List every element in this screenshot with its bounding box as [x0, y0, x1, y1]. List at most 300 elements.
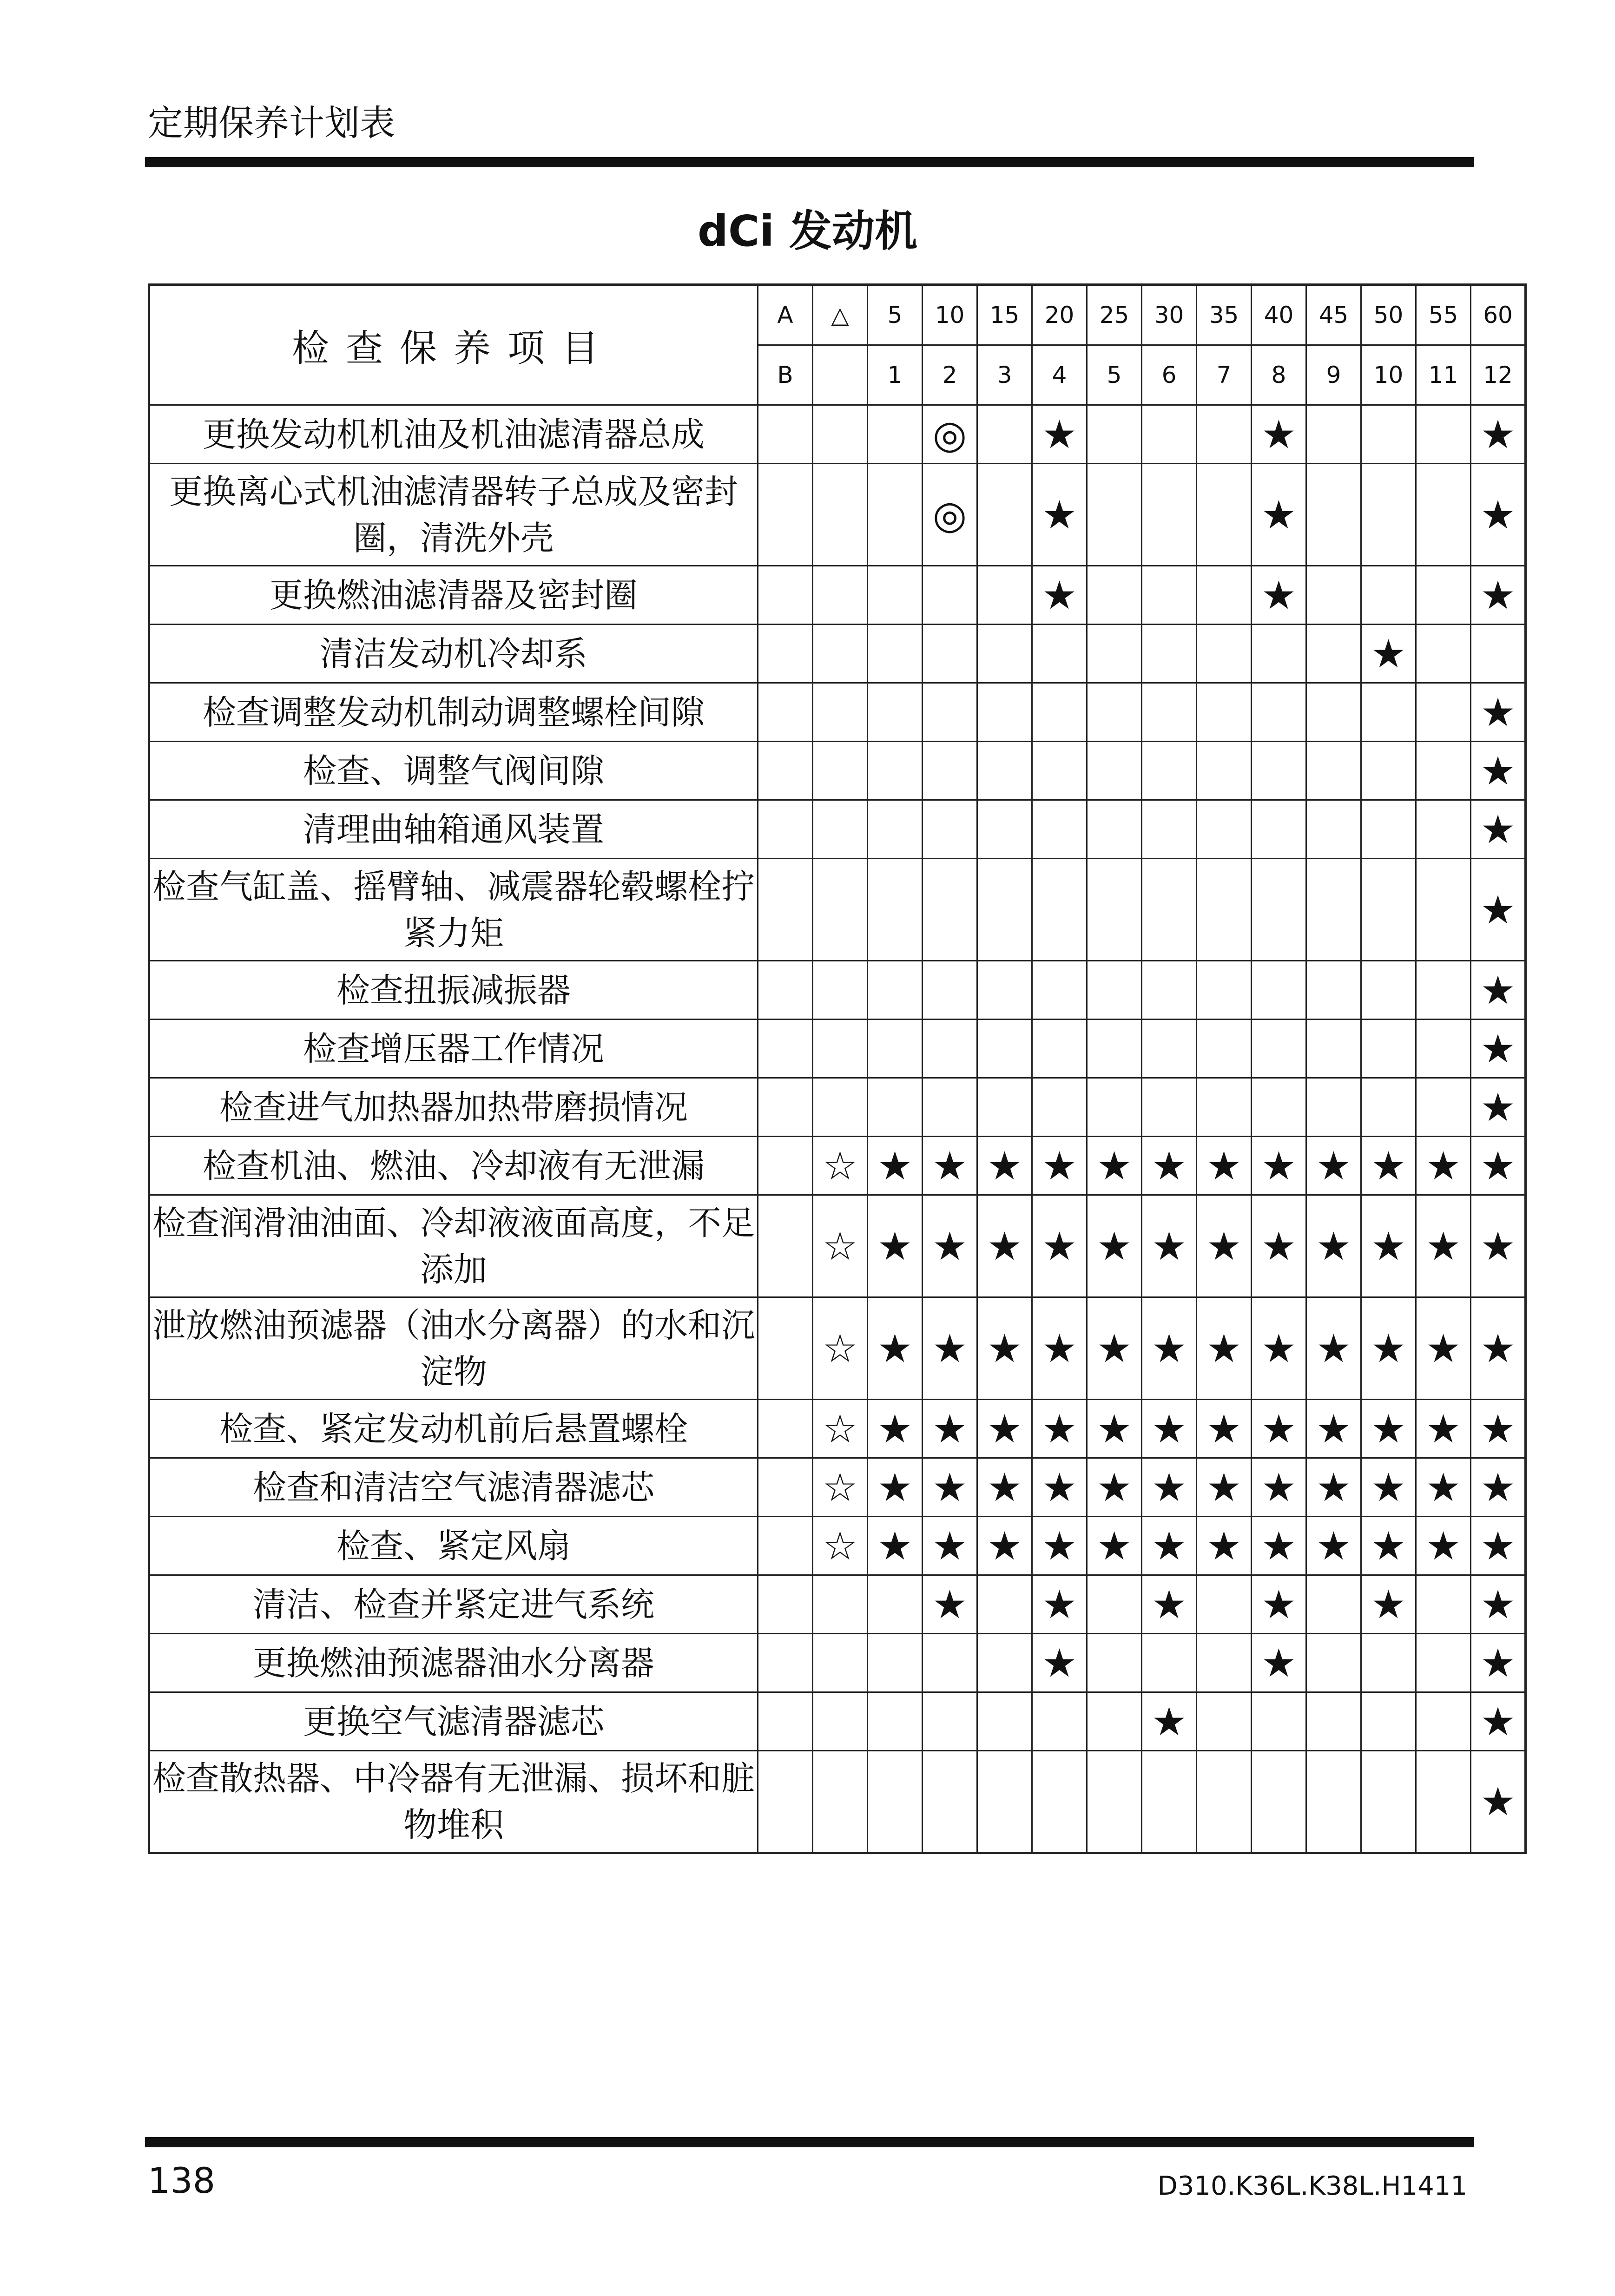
- mark-cell: [1416, 859, 1471, 961]
- mark-cell: ★: [923, 1400, 977, 1458]
- maintenance-item: 检查、紧定发动机前后悬置螺栓: [149, 1400, 758, 1458]
- mark-cell: [1416, 405, 1471, 464]
- mark-cell: [1197, 1634, 1252, 1692]
- mark-cell: ★: [1252, 1297, 1306, 1400]
- maintenance-item: 更换燃油预滤器油水分离器: [149, 1634, 758, 1692]
- mark-cell: [1032, 1751, 1087, 1853]
- mark-cell: ★: [1361, 1458, 1416, 1517]
- mark-cell: ★: [1471, 1692, 1526, 1751]
- mark-cell: [1252, 1751, 1306, 1853]
- mark-cell: [1142, 859, 1197, 961]
- mark-cell: [1197, 566, 1252, 625]
- table-row: [149, 1078, 1526, 1137]
- mileage-a-cell: 30: [1142, 285, 1197, 345]
- mark-cell: [1306, 464, 1361, 566]
- header-row-a: [149, 285, 1526, 345]
- mark-cell: [1361, 1078, 1416, 1137]
- mark-cell: [868, 1634, 923, 1692]
- mark-cell: [1087, 566, 1142, 625]
- interval-b-cell: 7: [1197, 345, 1252, 405]
- maintenance-item: 清洁发动机冷却系: [149, 625, 758, 683]
- mark-cell: [813, 1575, 868, 1634]
- mark-cell: [1087, 625, 1142, 683]
- mark-cell: [1197, 405, 1252, 464]
- mark-cell: [1306, 625, 1361, 683]
- mark-cell: [1142, 405, 1197, 464]
- mark-cell: [813, 800, 868, 859]
- mark-cell: ★: [1361, 1400, 1416, 1458]
- mark-cell: [977, 1692, 1032, 1751]
- mark-cell: ★: [1032, 1297, 1087, 1400]
- mark-cell: [1306, 1751, 1361, 1853]
- mark-cell: [1087, 859, 1142, 961]
- mileage-a-cell: 10: [923, 285, 977, 345]
- mark-cell: ★: [1471, 1400, 1526, 1458]
- mark-cell: ★: [1252, 1575, 1306, 1634]
- maintenance-item: 检查润滑油油面、冷却液液面高度，不足添加: [149, 1195, 758, 1297]
- mark-cell: [1361, 1634, 1416, 1692]
- mark-cell: ★: [1197, 1297, 1252, 1400]
- mark-cell: ★: [1142, 1400, 1197, 1458]
- mark-cell: [977, 625, 1032, 683]
- mark-cell: ★: [1471, 742, 1526, 800]
- mark-cell: [1361, 464, 1416, 566]
- mark-cell: [1087, 742, 1142, 800]
- mark-cell: [813, 1020, 868, 1078]
- mark-cell: [1087, 1575, 1142, 1634]
- mark-cell: ☆: [813, 1137, 868, 1195]
- mark-cell-blank: [758, 1400, 813, 1458]
- mark-cell: ☆: [813, 1400, 868, 1458]
- maintenance-item: 检查散热器、中冷器有无泄漏、损坏和脏物堆积: [149, 1751, 758, 1853]
- mark-cell: ★: [1361, 1137, 1416, 1195]
- mark-cell: [1087, 464, 1142, 566]
- mark-cell: [1416, 742, 1471, 800]
- mark-cell: ★: [1032, 1137, 1087, 1195]
- mark-cell: [1416, 464, 1471, 566]
- mark-cell: [1087, 1078, 1142, 1137]
- mark-cell: ★: [923, 1575, 977, 1634]
- mark-cell: ★: [1252, 1195, 1306, 1297]
- table-row: [149, 1634, 1526, 1692]
- mark-cell: ★: [1087, 1137, 1142, 1195]
- mark-cell: [1197, 1078, 1252, 1137]
- mark-cell-blank: [758, 1020, 813, 1078]
- mark-cell: [1142, 961, 1197, 1020]
- mark-cell: [977, 859, 1032, 961]
- mark-cell: [1416, 1020, 1471, 1078]
- mark-cell: [1087, 961, 1142, 1020]
- mark-cell: ★: [1416, 1517, 1471, 1575]
- mark-cell: [1032, 1692, 1087, 1751]
- mark-cell: [1087, 683, 1142, 742]
- mileage-a-cell: 55: [1416, 285, 1471, 345]
- table-row: [149, 625, 1526, 683]
- mark-cell: ★: [868, 1517, 923, 1575]
- table-row: [149, 1458, 1526, 1517]
- mileage-a-cell: 25: [1087, 285, 1142, 345]
- mark-cell: [923, 859, 977, 961]
- mark-cell: [1416, 1078, 1471, 1137]
- mark-cell: [1252, 742, 1306, 800]
- mark-cell: [1306, 1078, 1361, 1137]
- mark-cell-blank: [758, 566, 813, 625]
- mark-cell: [1306, 961, 1361, 1020]
- mark-cell: ★: [1032, 1517, 1087, 1575]
- mark-cell: ★: [1471, 405, 1526, 464]
- maintenance-item: 检查气缸盖、摇臂轴、减震器轮毂螺栓拧紧力矩: [149, 859, 758, 961]
- mark-cell: [1087, 405, 1142, 464]
- mark-cell: ★: [1471, 1751, 1526, 1853]
- mark-cell: [923, 1692, 977, 1751]
- mark-cell: ★: [1252, 1400, 1306, 1458]
- mark-cell: [813, 742, 868, 800]
- section-title: dCi 发动机: [698, 206, 917, 256]
- page-header-title: 定期保养计划表: [148, 102, 395, 144]
- mark-cell: ★: [977, 1137, 1032, 1195]
- mark-cell: ★: [923, 1297, 977, 1400]
- table-row: [149, 405, 1526, 464]
- mark-cell: ★: [923, 1458, 977, 1517]
- mark-cell: ★: [1252, 566, 1306, 625]
- page-number: 138: [148, 2160, 216, 2201]
- mark-cell: [1306, 859, 1361, 961]
- mark-cell: [868, 1575, 923, 1634]
- mark-cell-blank: [758, 1458, 813, 1517]
- mark-cell: ★: [1471, 1634, 1526, 1692]
- mark-cell: [1306, 1692, 1361, 1751]
- mark-cell: ★: [1032, 1400, 1087, 1458]
- mark-cell: [1197, 1020, 1252, 1078]
- mark-cell: [868, 683, 923, 742]
- mark-cell: [1361, 800, 1416, 859]
- mark-cell-blank: [758, 1634, 813, 1692]
- mark-cell: [977, 464, 1032, 566]
- mark-cell: [1306, 566, 1361, 625]
- interval-b-cell: 9: [1306, 345, 1361, 405]
- mark-cell: ★: [868, 1297, 923, 1400]
- mark-cell: [1252, 625, 1306, 683]
- mark-cell: [868, 464, 923, 566]
- mark-cell-blank: [758, 742, 813, 800]
- maintenance-item: 清理曲轴箱通风装置: [149, 800, 758, 859]
- mark-cell: [1306, 1020, 1361, 1078]
- maintenance-item: 更换燃油滤清器及密封圈: [149, 566, 758, 625]
- maintenance-item: 检查进气加热器加热带磨损情况: [149, 1078, 758, 1137]
- mark-cell: [1252, 800, 1306, 859]
- mark-cell: [1471, 625, 1526, 683]
- maintenance-item: 检查机油、燃油、冷却液有无泄漏: [149, 1137, 758, 1195]
- mark-cell: ★: [1032, 1195, 1087, 1297]
- mileage-a-cell: △: [813, 285, 868, 345]
- interval-b-cell: 5: [1087, 345, 1142, 405]
- mark-cell: [977, 742, 1032, 800]
- mark-cell: ★: [1032, 405, 1087, 464]
- mark-cell: ★: [868, 1195, 923, 1297]
- mark-cell: ★: [1471, 859, 1526, 961]
- mark-cell: [1416, 1634, 1471, 1692]
- mark-cell: ★: [1306, 1458, 1361, 1517]
- mark-cell: ★: [1252, 1137, 1306, 1195]
- mark-cell: ★: [1416, 1137, 1471, 1195]
- mark-cell: ★: [1471, 800, 1526, 859]
- mark-cell: ★: [1087, 1195, 1142, 1297]
- maintenance-item: 更换空气滤清器滤芯: [149, 1692, 758, 1751]
- mark-cell: [1416, 566, 1471, 625]
- mark-cell: [923, 742, 977, 800]
- mark-cell: [868, 625, 923, 683]
- mark-cell: ☆: [813, 1195, 868, 1297]
- mark-cell: ★: [1361, 1575, 1416, 1634]
- mark-cell: [1361, 961, 1416, 1020]
- mark-cell: ★: [1087, 1400, 1142, 1458]
- mark-cell-blank: [758, 625, 813, 683]
- mark-cell: [977, 683, 1032, 742]
- mark-cell: [1306, 1634, 1361, 1692]
- mark-cell: [1142, 566, 1197, 625]
- mark-cell: ★: [977, 1517, 1032, 1575]
- mark-cell: [1361, 566, 1416, 625]
- row-a-label: A: [758, 285, 813, 345]
- mark-cell: [868, 566, 923, 625]
- interval-b-cell: 12: [1471, 345, 1526, 405]
- mark-cell: ★: [923, 1517, 977, 1575]
- mark-cell: [923, 566, 977, 625]
- mark-cell: ★: [1197, 1458, 1252, 1517]
- mark-cell: [977, 1575, 1032, 1634]
- mark-cell: ★: [1416, 1400, 1471, 1458]
- mark-cell: [1142, 1634, 1197, 1692]
- mark-cell-blank: [758, 1575, 813, 1634]
- mark-cell: ★: [1142, 1458, 1197, 1517]
- mark-cell: [1361, 1020, 1416, 1078]
- mark-cell-blank: [758, 464, 813, 566]
- mark-cell: [1087, 1634, 1142, 1692]
- table-row: [149, 464, 1526, 566]
- mark-cell: [923, 683, 977, 742]
- mark-cell: ★: [1032, 566, 1087, 625]
- mark-cell: ★: [1306, 1137, 1361, 1195]
- mark-cell: [923, 800, 977, 859]
- mark-cell: ★: [1361, 625, 1416, 683]
- mark-cell: [923, 1020, 977, 1078]
- mark-cell: [1087, 1020, 1142, 1078]
- mark-cell: ★: [1361, 1195, 1416, 1297]
- mark-cell: ★: [977, 1195, 1032, 1297]
- mark-cell-blank: [758, 800, 813, 859]
- mark-cell: [1142, 464, 1197, 566]
- mark-cell: ★: [1471, 566, 1526, 625]
- mark-cell-blank: [758, 1517, 813, 1575]
- mark-cell: [1361, 683, 1416, 742]
- mark-cell: [813, 625, 868, 683]
- mark-cell: ★: [1471, 1137, 1526, 1195]
- interval-b-cell: 2: [923, 345, 977, 405]
- mark-cell: [977, 800, 1032, 859]
- mark-cell: ★: [1306, 1517, 1361, 1575]
- header-rule: [145, 157, 1474, 167]
- mark-cell: [1306, 405, 1361, 464]
- row-b-label: B: [758, 345, 813, 405]
- interval-b-cell: 3: [977, 345, 1032, 405]
- mark-cell: [977, 405, 1032, 464]
- table-row: [149, 566, 1526, 625]
- mark-cell: [977, 566, 1032, 625]
- mark-cell: ★: [1252, 405, 1306, 464]
- mark-cell: [923, 1751, 977, 1853]
- mark-cell: ☆: [813, 1297, 868, 1400]
- interval-b-cell: 10: [1361, 345, 1416, 405]
- mark-cell: [1032, 1078, 1087, 1137]
- mark-cell: ★: [977, 1458, 1032, 1517]
- table-row: [149, 1692, 1526, 1751]
- table-row: [149, 683, 1526, 742]
- mark-cell: [813, 1078, 868, 1137]
- mark-cell: [1142, 1751, 1197, 1853]
- mileage-a-cell: 45: [1306, 285, 1361, 345]
- mark-cell: ★: [1032, 1458, 1087, 1517]
- mark-cell: ★: [1142, 1517, 1197, 1575]
- mark-cell: ★: [1416, 1195, 1471, 1297]
- mark-cell: [1197, 1692, 1252, 1751]
- mark-cell: [1142, 1078, 1197, 1137]
- mark-cell: [813, 464, 868, 566]
- mark-cell: ★: [1032, 1575, 1087, 1634]
- mark-cell: ★: [1087, 1458, 1142, 1517]
- mark-cell: [923, 961, 977, 1020]
- mileage-a-cell: 50: [1361, 285, 1416, 345]
- mark-cell: ★: [977, 1297, 1032, 1400]
- mileage-a-cell: 5: [868, 285, 923, 345]
- mark-cell: [813, 859, 868, 961]
- mark-cell: ★: [1471, 961, 1526, 1020]
- mark-cell: ★: [1142, 1137, 1197, 1195]
- mark-cell: ★: [1252, 1458, 1306, 1517]
- mark-cell: [1142, 800, 1197, 859]
- mark-cell: ★: [1471, 683, 1526, 742]
- mark-cell: [1361, 405, 1416, 464]
- mark-cell: [1361, 1751, 1416, 1853]
- maintenance-item: 检查、紧定风扇: [149, 1517, 758, 1575]
- footer-rule: [145, 2137, 1474, 2147]
- mark-cell: ★: [1252, 464, 1306, 566]
- mark-cell: ★: [1471, 464, 1526, 566]
- mark-cell: [868, 1751, 923, 1853]
- mileage-a-cell: 35: [1197, 285, 1252, 345]
- maintenance-item: 更换发动机机油及机油滤清器总成: [149, 405, 758, 464]
- table-row: [149, 1137, 1526, 1195]
- mileage-a-cell: 15: [977, 285, 1032, 345]
- maintenance-schedule-table: [148, 283, 1527, 1854]
- mark-cell: [1087, 1751, 1142, 1853]
- mark-cell-blank: [758, 405, 813, 464]
- mark-cell-blank: [758, 1692, 813, 1751]
- mark-cell: ★: [1361, 1517, 1416, 1575]
- mark-cell: [977, 1751, 1032, 1853]
- maintenance-item: 检查扭振减振器: [149, 961, 758, 1020]
- mark-cell-blank: [758, 1297, 813, 1400]
- mark-cell: [1142, 625, 1197, 683]
- mark-cell: [1416, 1692, 1471, 1751]
- mark-cell: [1252, 683, 1306, 742]
- table-row: [149, 961, 1526, 1020]
- mark-cell-blank: [758, 859, 813, 961]
- mark-cell: ★: [868, 1400, 923, 1458]
- table-row: [149, 1400, 1526, 1458]
- mark-cell: [1142, 1020, 1197, 1078]
- maintenance-item: 检查调整发动机制动调整螺栓间隙: [149, 683, 758, 742]
- mark-cell: [813, 405, 868, 464]
- table-row: [149, 1517, 1526, 1575]
- mark-cell: [1197, 683, 1252, 742]
- mark-cell: ◎: [923, 405, 977, 464]
- maintenance-item: 检查、调整气阀间隙: [149, 742, 758, 800]
- mark-cell: [1252, 1692, 1306, 1751]
- mark-cell: [868, 742, 923, 800]
- mileage-a-cell: 40: [1252, 285, 1306, 345]
- interval-b-cell: 1: [868, 345, 923, 405]
- mark-cell: [977, 1020, 1032, 1078]
- mark-cell: [813, 566, 868, 625]
- document-code: D310.K36L.K38L.H1411: [1157, 2171, 1467, 2201]
- mark-cell: ★: [1361, 1297, 1416, 1400]
- mark-cell: ★: [1197, 1400, 1252, 1458]
- mark-cell: [923, 1634, 977, 1692]
- interval-b-cell: 8: [1252, 345, 1306, 405]
- mark-cell: [1032, 800, 1087, 859]
- mark-cell: [1416, 961, 1471, 1020]
- mark-cell: [1197, 625, 1252, 683]
- mark-cell: [923, 625, 977, 683]
- mark-cell: ☆: [813, 1458, 868, 1517]
- mark-cell: [1416, 800, 1471, 859]
- mark-cell: ★: [1252, 1634, 1306, 1692]
- mark-cell: [868, 859, 923, 961]
- mark-cell: ★: [1032, 464, 1087, 566]
- mark-cell: ★: [1252, 1517, 1306, 1575]
- mark-cell: ★: [1306, 1400, 1361, 1458]
- mark-cell: [1252, 961, 1306, 1020]
- mark-cell-blank: [758, 1078, 813, 1137]
- mark-cell: [1306, 742, 1361, 800]
- mileage-a-cell: 60: [1471, 285, 1526, 345]
- table-row: [149, 1751, 1526, 1853]
- mark-cell: [868, 800, 923, 859]
- mark-cell: [868, 1078, 923, 1137]
- mark-cell: [1032, 742, 1087, 800]
- mark-cell: [1197, 1575, 1252, 1634]
- table-row: [149, 1575, 1526, 1634]
- mark-cell: ◎: [923, 464, 977, 566]
- mark-cell: [1142, 683, 1197, 742]
- interval-b-cell: 4: [1032, 345, 1087, 405]
- mark-cell: [977, 1634, 1032, 1692]
- mark-cell-blank: [758, 1137, 813, 1195]
- mark-cell: ★: [1142, 1297, 1197, 1400]
- mark-cell: ★: [923, 1195, 977, 1297]
- mark-cell: ☆: [813, 1517, 868, 1575]
- mark-cell: [868, 1020, 923, 1078]
- mark-cell: [1032, 961, 1087, 1020]
- mark-cell: [1306, 1575, 1361, 1634]
- mark-cell: ★: [1471, 1078, 1526, 1137]
- mark-cell: ★: [1471, 1517, 1526, 1575]
- mark-cell: [813, 683, 868, 742]
- mark-cell: [813, 961, 868, 1020]
- mark-cell: [1197, 800, 1252, 859]
- interval-b-cell: 11: [1416, 345, 1471, 405]
- mark-cell: [1306, 800, 1361, 859]
